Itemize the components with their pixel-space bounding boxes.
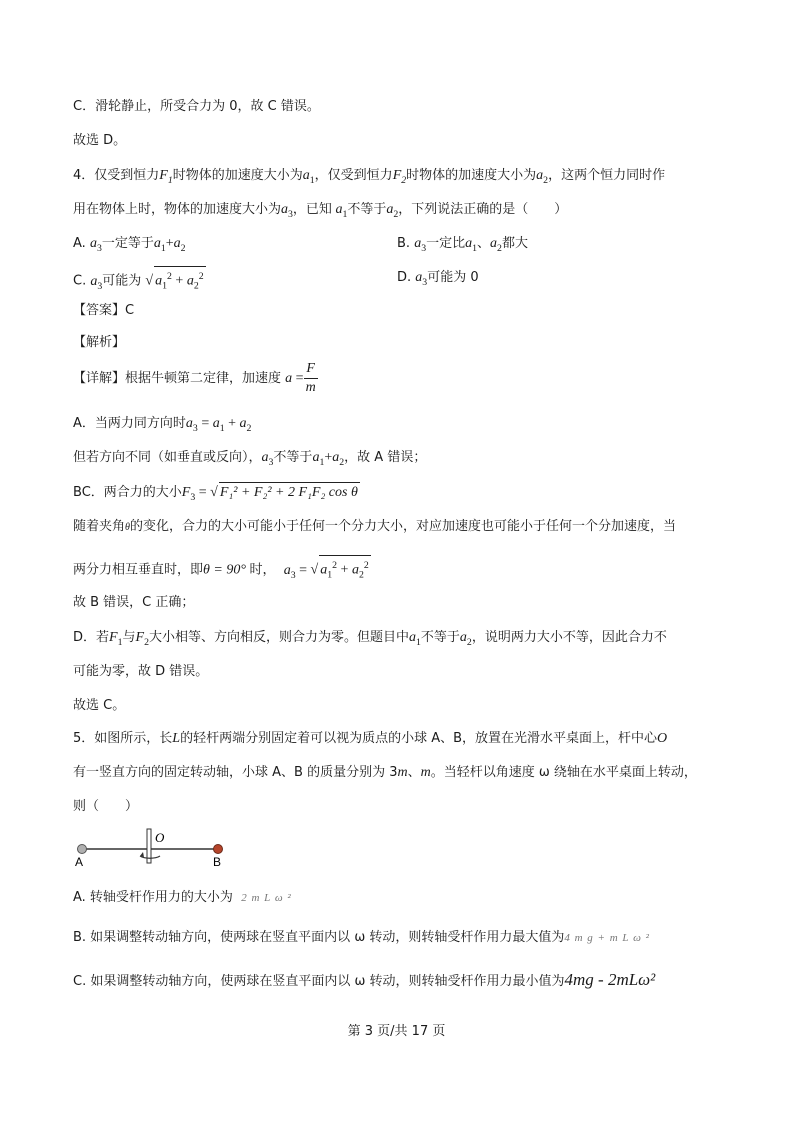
analysis-label: 【解析】 — [73, 335, 126, 350]
label-a: A — [75, 855, 84, 869]
question-5-stem: 5．如图所示，长L的轻杆两端分别固定着可以视为质点的小球 A、B，放置在光滑水平桌面上，杆中心O — [73, 731, 668, 746]
text-line: BC．两合力的大小$F_3$ = √ F₁² + F₂² + 2 F₁F₂ cos θ — [73, 482, 360, 508]
answer-label: 【答案】C — [73, 303, 135, 318]
option-b: B. $a_3$一定比$a_1$、$a_2$都大 — [397, 236, 528, 254]
text-line: A．当两力同方向时$a_3 = a_1 + a_2$ — [73, 416, 252, 434]
text-line: 两分力相互垂直时，即θ = 90° 时， $a_3$ = √ $a_1^2 + a_2^2$ — [73, 555, 371, 586]
label-b: B — [213, 855, 222, 869]
text-line: 故选 D。 — [73, 133, 127, 148]
question-5-stem-line3: 则（ ） — [73, 799, 139, 814]
sqrt-formula: √ $a_1^2 + a_2^2$ — [311, 555, 371, 585]
page-footer: 第 3 页/共 17 页 — [347, 1024, 446, 1039]
label-o: O — [155, 830, 165, 845]
q5-option-b: B. 如果调整转动轴方向，使两球在竖直平面内以 ω 转动，则转轴受杆作用力最大值为4 m g + m L ω ² — [73, 930, 650, 945]
text-line: D．若$F_1$与$F_2$大小相等、方向相反，则合力为零。但题目中$a_1$不等于$a_2$，说明两力大小不等，因此合力不 — [73, 630, 667, 648]
text-line: 可能为零，故 D 错误。 — [73, 664, 209, 679]
text-line: C．滑轮静止，所受合力为 0，故 C 错误。 — [73, 99, 320, 114]
option-c: C. $a_3$可能为 √ $a_1^2 + a_2^2$ — [73, 266, 206, 297]
text-line: 故 B 错误，C 正确； — [73, 595, 195, 610]
sqrt-formula: √ $a_1^2 + a_2^2$ — [145, 266, 205, 296]
question-4-stem: 4．仅受到恒力$F_1$时物体的加速度大小为$a_1$，仅受到恒力$F_2$时物体的加速度大小为$a_2$，这两个恒力同时作 — [73, 168, 666, 186]
text-line: 随着夹角θ的变化，合力的大小可能小于任何一个分力大小，对应加速度也可能小于任何一个分加速度，当 — [73, 519, 676, 534]
question-5-stem-line2: 有一竖直方向的固定转动轴，小球 A、B 的质量分别为 3m、m。当轻杆以角速度 ω 绕轴在水平桌面上转动， — [73, 765, 697, 780]
ball-a — [78, 845, 87, 854]
sqrt-formula: √ F₁² + F₂² + 2 F₁F₂ cos θ — [210, 482, 360, 503]
option-a: A. $a_3$一定等于$a_1+a_2$ — [73, 236, 186, 254]
option-d: D. $a_3$可能为 0 — [397, 270, 479, 288]
ball-b — [214, 845, 223, 854]
detail-line: 【详解】根据牛顿第二定律，加速度 a = $\frac{F}{m}$ — [73, 361, 316, 395]
q5-option-a: A. 转轴受杆作用力的大小为 2 m L ω ² — [73, 890, 292, 905]
fraction-f-over-m: a = — [285, 370, 304, 386]
fraction: $\frac{F}{m}$ — [305, 361, 316, 395]
rod-figure — [70, 822, 240, 872]
text-line: 但若方向不同（如垂直或反向），$a_3$不等于$a_1+a_2$，故 A 错误； — [73, 450, 427, 468]
question-4-stem-line2: 用在物体上时，物体的加速度大小为$a_3$，已知 $a_1$不等于$a_2$，下列说法正确的是（ ） — [73, 202, 568, 220]
text-line: 故选 C。 — [73, 698, 126, 713]
q5-option-c: C. 如果调整转动轴方向，使两球在竖直平面内以 ω 转动，则转轴受杆作用力最小值为4mg - 2mLω² — [73, 970, 656, 989]
